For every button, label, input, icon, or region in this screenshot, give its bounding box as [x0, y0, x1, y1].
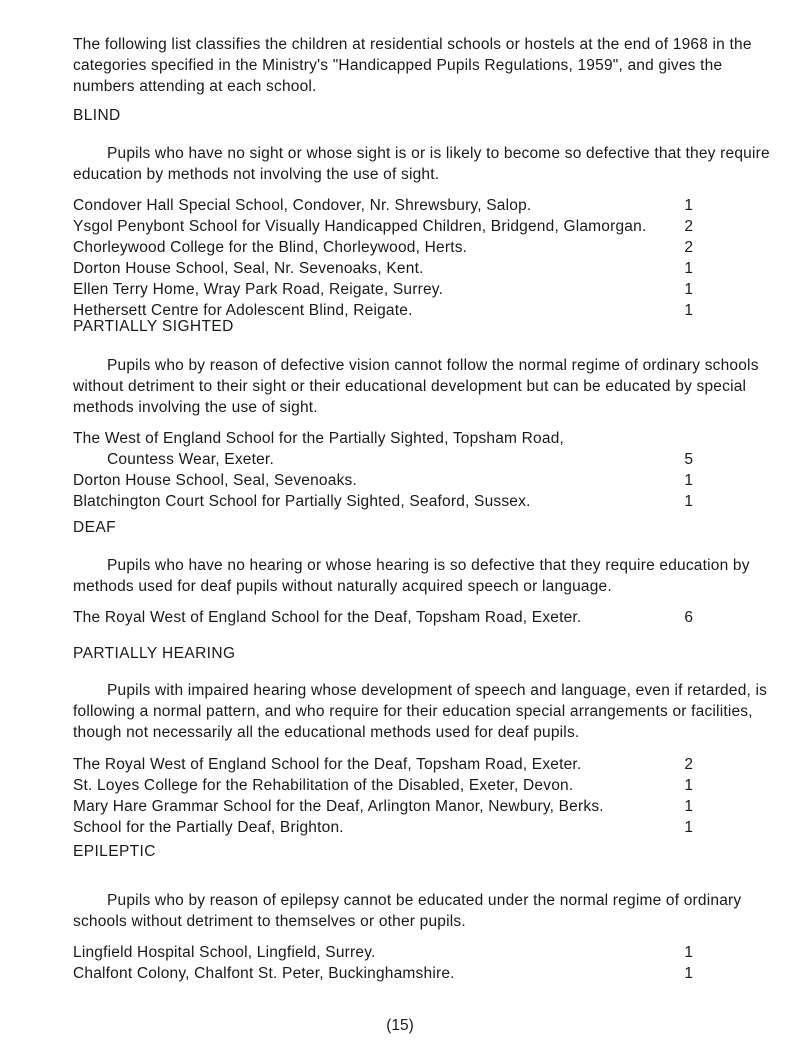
- school-row: [73, 609, 693, 629]
- school-row: [73, 281, 693, 301]
- section-description-deaf: Pupils who have no hearing or whose hearing is so defective that they require education by methods used for deaf pupils without naturally acquired speech or language.: [73, 557, 750, 595]
- school-name: School for the Partially Deaf, Brighton.: [73, 819, 344, 836]
- section-description-partially-hearing: Pupils with impaired hearing whose development of speech and language, even if retarded, is following a normal pattern, and who require for their education special arrangements or facilities, though not necessarily all the educational methods used for deaf pupils.: [73, 682, 768, 741]
- intro-paragraph: The following list classifies the children at residential schools or hostels at the end of 1968 in the categories specified in the Ministry's "Handicapped Pupils Regulations, 1959", and gives the numbers attending at each school.: [73, 36, 752, 95]
- school-name: Chorleywood College for the Blind, Chorleywood, Herts.: [73, 239, 468, 256]
- pupil-count: 1: [684, 281, 693, 298]
- school-row: [73, 260, 693, 280]
- school-name: Condover Hall Special School, Condover, Nr. Shrewsbury, Salop.: [73, 197, 532, 214]
- section-description-blind: Pupils who have no sight or whose sight is or is likely to become so defective that they require education by methods not involving the use of sight.: [73, 145, 770, 183]
- school-row: [73, 218, 693, 238]
- school-row: [73, 777, 693, 797]
- school-row: [73, 197, 693, 217]
- section-heading-blind: BLIND: [73, 107, 121, 124]
- school-name: St. Loyes College for the Rehabilitation of the Disabled, Exeter, Devon.: [73, 777, 574, 794]
- pupil-count: 1: [684, 944, 693, 961]
- section-heading-partially-hearing: PARTIALLY HEARING: [73, 645, 236, 662]
- pupil-count: 1: [684, 472, 693, 489]
- pupil-count: 1: [684, 819, 693, 836]
- school-name: Dorton House School, Seal, Nr. Sevenoaks, Kent.: [73, 260, 424, 277]
- school-row: [73, 819, 693, 839]
- section-heading-deaf: DEAF: [73, 519, 116, 536]
- pupil-count: 5: [684, 451, 693, 468]
- school-name: Ellen Terry Home, Wray Park Road, Reigate, Surrey.: [73, 281, 444, 298]
- school-row: [73, 756, 693, 776]
- school-name: The Royal West of England School for the Deaf, Topsham Road, Exeter.: [73, 756, 582, 773]
- section-description-epileptic: Pupils who by reason of epilepsy cannot be educated under the normal regime of ordinary schools without detriment to themselves or other pupils.: [73, 892, 742, 930]
- pupil-count: 1: [684, 798, 693, 815]
- pupil-count: 6: [684, 609, 693, 626]
- school-name-continuation: Countess Wear, Exeter.: [107, 451, 274, 468]
- pupil-count: 2: [684, 239, 693, 256]
- school-name: The Royal West of England School for the Deaf, Topsham Road, Exeter.: [73, 609, 582, 626]
- pupil-count: 1: [684, 493, 693, 510]
- page-number: (15): [386, 1017, 414, 1034]
- pupil-count: 2: [684, 756, 693, 773]
- pupil-count: 1: [684, 777, 693, 794]
- school-row: [73, 944, 693, 964]
- section-description-partially-sighted: Pupils who by reason of defective vision cannot follow the normal regime of ordinary schools without detriment to their sight or their educational development but can be educated by special methods involving the use of sight.: [73, 357, 759, 416]
- school-name: Hethersett Centre for Adolescent Blind, Reigate.: [73, 302, 413, 319]
- school-row: [73, 472, 693, 492]
- school-row: [73, 798, 693, 818]
- pupil-count: 1: [684, 965, 693, 982]
- school-row: [73, 493, 693, 513]
- section-heading-epileptic: EPILEPTIC: [73, 843, 156, 860]
- school-name: Chalfont Colony, Chalfont St. Peter, Buckinghamshire.: [73, 965, 455, 982]
- pupil-count: 2: [684, 218, 693, 235]
- school-row: [73, 430, 693, 450]
- school-name: Dorton House School, Seal, Sevenoaks.: [73, 472, 357, 489]
- school-name: The West of England School for the Partially Sighted, Topsham Road,: [73, 430, 565, 447]
- pupil-count: 1: [684, 302, 693, 319]
- school-name: Ysgol Penybont School for Visually Handicapped Children, Bridgend, Glamorgan.: [73, 218, 647, 235]
- school-name: Mary Hare Grammar School for the Deaf, Arlington Manor, Newbury, Berks.: [73, 798, 604, 815]
- school-name: Lingfield Hospital School, Lingfield, Surrey.: [73, 944, 376, 961]
- school-row: [73, 239, 693, 259]
- section-heading-partially-sighted: PARTIALLY SIGHTED: [73, 318, 234, 335]
- school-row: [73, 965, 693, 985]
- school-row-continuation: [73, 451, 693, 471]
- pupil-count: 1: [684, 197, 693, 214]
- school-name: Blatchington Court School for Partially Sighted, Seaford, Sussex.: [73, 493, 531, 510]
- pupil-count: 1: [684, 260, 693, 277]
